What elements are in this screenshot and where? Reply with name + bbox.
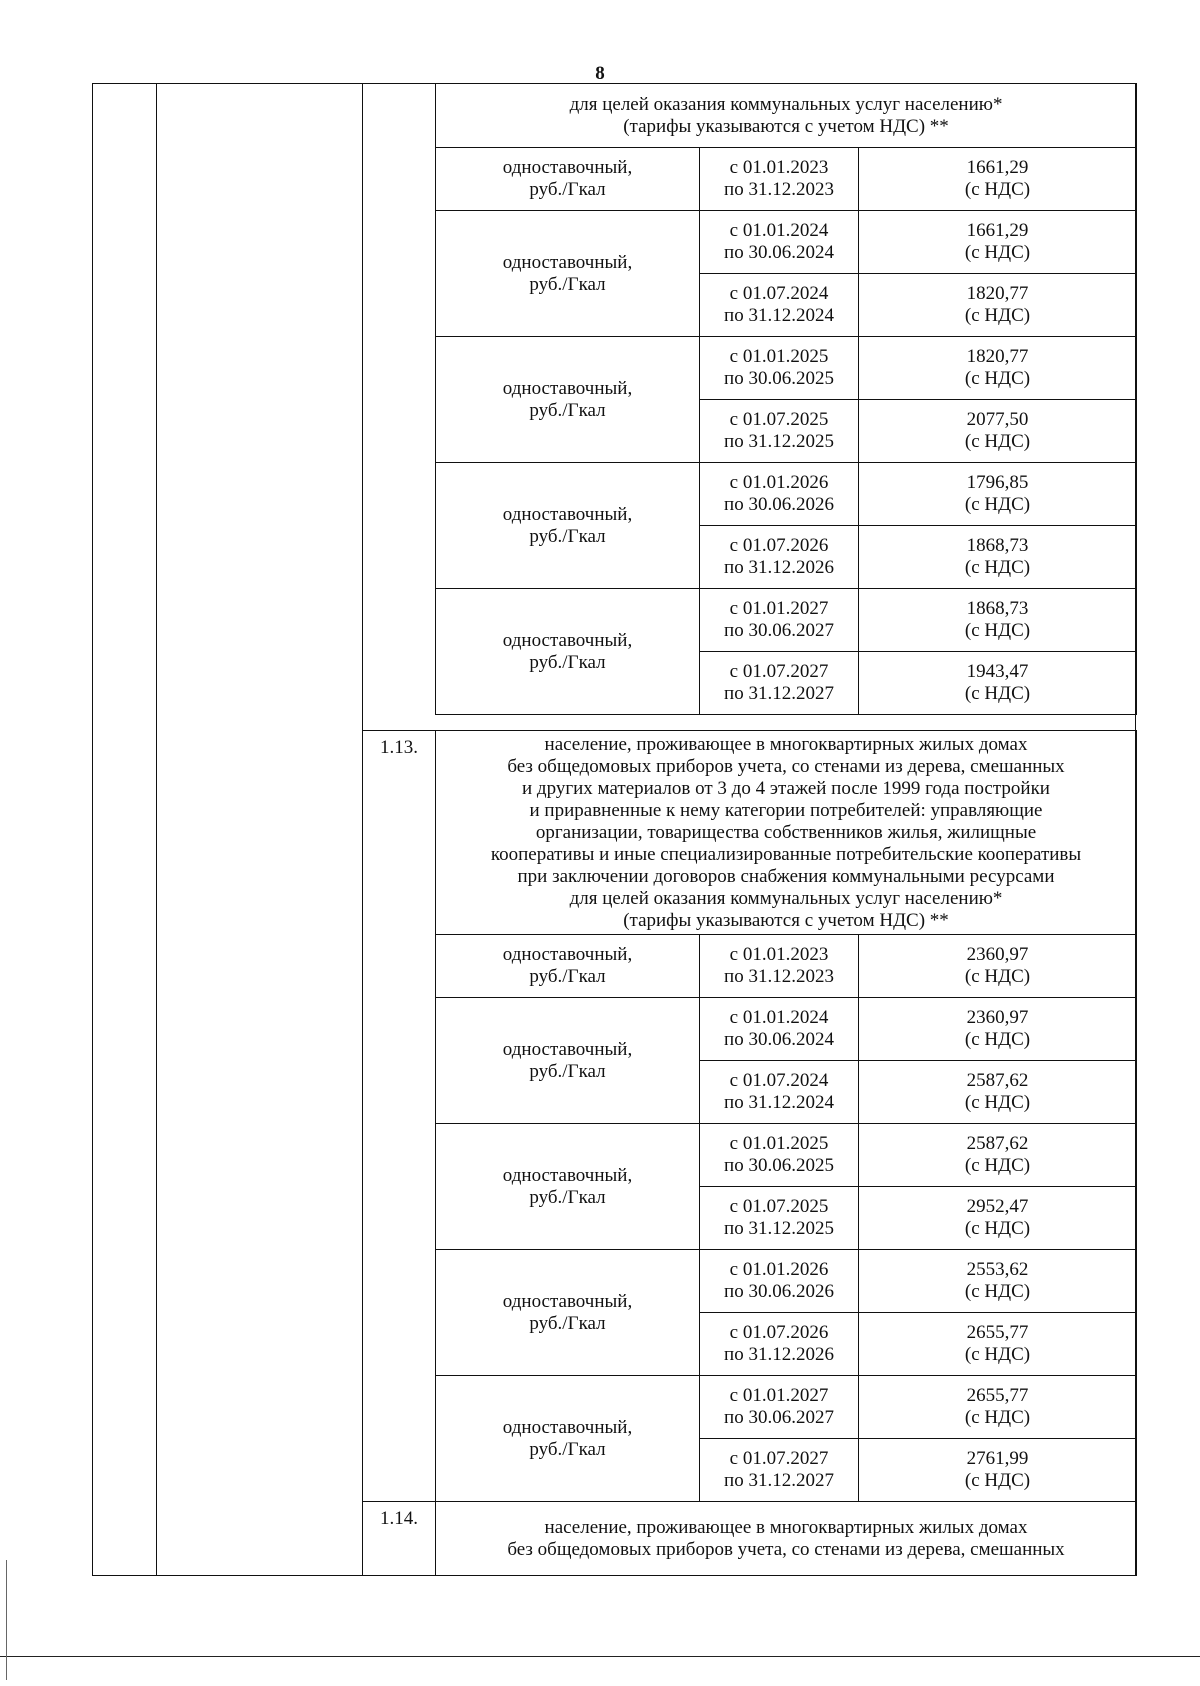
tariff-period: с 01.07.2026 по 31.12.2026 (700, 526, 859, 589)
section-header: население, проживающее в многоквартирных жилых домах без общедомовых приборов учета, со стенами из дерева, смешанных и других материалов от 3 до 4 этажей после 1999 года постройки и приравненные к нему категории потребителей: управляющие организации, товарищества собственников жилья, жилищные кооперативы и иные специализированные потребительские кооперативы при заключении договоров снабжения коммунальными ресурсами для целей оказания коммунальных услуг населению* (тарифы указываются с учетом НДС) ** (436, 731, 1137, 935)
tariff-value: 2360,97 (с НДС) (859, 998, 1137, 1061)
tariff-value: 1661,29 (с НДС) (859, 211, 1137, 274)
tariff-period: с 01.01.2023 по 31.12.2023 (700, 148, 859, 211)
tariff-type: одноставочный, руб./Гкал (436, 998, 700, 1124)
tariff-value: 2587,62 (с НДС) (859, 1061, 1137, 1124)
tariff-type: одноставочный, руб./Гкал (436, 935, 700, 998)
tariff-period: с 01.01.2025 по 30.06.2025 (700, 337, 859, 400)
tariff-period: с 01.07.2027 по 31.12.2027 (700, 1439, 859, 1502)
tariff-value: 1820,77 (с НДС) (859, 274, 1137, 337)
tariff-period: с 01.01.2027 по 30.06.2027 (700, 1376, 859, 1439)
section-number: 1.13. (363, 731, 436, 1502)
tariff-value: 1868,73 (с НДС) (859, 526, 1137, 589)
column-divider (156, 84, 157, 1575)
tariff-period: с 01.01.2023 по 31.12.2023 (700, 935, 859, 998)
page-number: 8 (595, 63, 605, 84)
scan-margin-mark (6, 1560, 7, 1680)
tariff-value: 2077,50 (с НДС) (859, 400, 1137, 463)
tariff-value: 2553,62 (с НДС) (859, 1250, 1137, 1313)
tariff-period: с 01.01.2026 по 30.06.2026 (700, 463, 859, 526)
tariff-period: с 01.07.2027 по 31.12.2027 (700, 652, 859, 715)
tariff-period: с 01.07.2024 по 31.12.2024 (700, 1061, 859, 1124)
tariff-value: 1943,47 (с НДС) (859, 652, 1137, 715)
tariff-value: 1868,73 (с НДС) (859, 589, 1137, 652)
tariff-value: 2761,99 (с НДС) (859, 1439, 1137, 1502)
tariff-table-1-14 (362, 1501, 1137, 1576)
empty-number-cell (363, 84, 436, 715)
tariff-period: с 01.07.2025 по 31.12.2025 (700, 400, 859, 463)
tariff-value: 1661,29 (с НДС) (859, 148, 1137, 211)
tariff-period: с 01.01.2027 по 30.06.2027 (700, 589, 859, 652)
tariff-period: с 01.07.2024 по 31.12.2024 (700, 274, 859, 337)
tariff-value: 2655,77 (с НДС) (859, 1376, 1137, 1439)
tariff-value: 1796,85 (с НДС) (859, 463, 1137, 526)
tariff-period: с 01.01.2024 по 30.06.2024 (700, 211, 859, 274)
tariff-type: одноставочный, руб./Гкал (436, 1124, 700, 1250)
tariff-value: 2952,47 (с НДС) (859, 1187, 1137, 1250)
tariff-value: 2587,62 (с НДС) (859, 1124, 1137, 1187)
tariff-period: с 01.01.2026 по 30.06.2026 (700, 1250, 859, 1313)
tariff-type: одноставочный, руб./Гкал (436, 463, 700, 589)
section-header: для целей оказания коммунальных услуг населению* (тарифы указываются с учетом НДС) ** (436, 84, 1137, 148)
tariff-value: 2655,77 (с НДС) (859, 1313, 1137, 1376)
tariff-period: с 01.07.2026 по 31.12.2026 (700, 1313, 859, 1376)
tariff-value: 1820,77 (с НДС) (859, 337, 1137, 400)
tariff-type: одноставочный, руб./Гкал (436, 337, 700, 463)
section-number: 1.14. (363, 1502, 436, 1576)
tariff-period: с 01.01.2025 по 30.06.2025 (700, 1124, 859, 1187)
tariff-type: одноставочный, руб./Гкал (436, 148, 700, 211)
tariff-type: одноставочный, руб./Гкал (436, 589, 700, 715)
tariff-type: одноставочный, руб./Гкал (436, 1376, 700, 1502)
tariff-period: с 01.01.2024 по 30.06.2024 (700, 998, 859, 1061)
tariff-type: одноставочный, руб./Гкал (436, 1250, 700, 1376)
tariff-period: с 01.07.2025 по 31.12.2025 (700, 1187, 859, 1250)
scan-edge-line (0, 1656, 1200, 1657)
tariff-table-1-13 (362, 730, 1137, 1502)
tariff-value: 2360,97 (с НДС) (859, 935, 1137, 998)
tariff-table-continued (362, 83, 1137, 715)
section-header: население, проживающее в многоквартирных жилых домах без общедомовых приборов учета, со стенами из дерева, смешанных (436, 1502, 1137, 1576)
tariff-type: одноставочный, руб./Гкал (436, 211, 700, 337)
